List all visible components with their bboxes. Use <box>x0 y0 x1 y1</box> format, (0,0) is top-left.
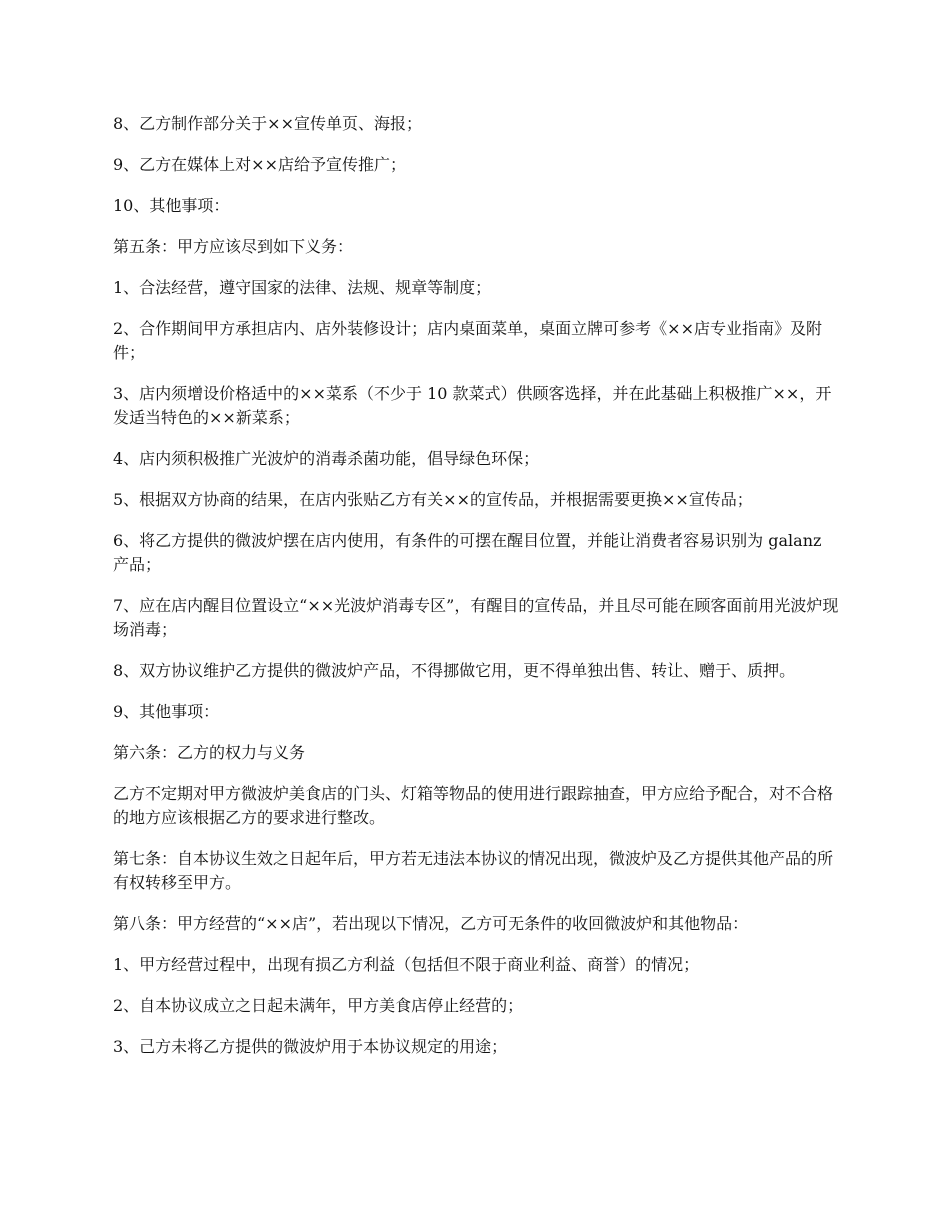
paragraph: 1、合法经营，遵守国家的法律、法规、规章等制度； <box>113 278 492 297</box>
paragraph: 2、自本协议成立之日起未满年，甲方美食店停止经营的； <box>113 996 524 1015</box>
paragraph: 3、己方未将乙方提供的微波炉用于本协议规定的用途； <box>113 1037 508 1056</box>
document-body <box>113 112 841 1076</box>
paragraph: 3、店内须增设价格适中的××菜系（不少于 10 款菜式）供顾客选择，并在此基础上积极推广××，开发适当特色的××新菜系； <box>113 384 832 427</box>
paragraph: 4、店内须积极推广光波炉的消毒杀菌功能，倡导绿色环保； <box>113 449 540 468</box>
paragraph: 6、将乙方提供的微波炉摆在店内使用，有条件的可摆在醒目位置，并能让消费者容易识别为 galanz 产品； <box>113 531 822 574</box>
section-heading: 第六条：乙方的权力与义务 <box>113 743 306 762</box>
paragraph: 乙方不定期对甲方微波炉美食店的门头、灯箱等物品的使用进行跟踪抽查，甲方应给予配合，对不合格的地方应该根据乙方的要求进行整改。 <box>113 784 834 827</box>
paragraph: 9、乙方在媒体上对××店给予宣传推广； <box>113 155 406 174</box>
paragraph: 7、应在店内醒目位置设立“××光波炉消毒专区”，有醒目的宣传品，并且尽可能在顾客面前用光波炉现场消毒； <box>113 596 839 639</box>
paragraph: 8、乙方制作部分关于××宣传单页、海报； <box>113 114 422 133</box>
paragraph: 9、其他事项： <box>113 702 220 721</box>
section-heading: 第五条：甲方应该尽到如下义务： <box>113 237 354 256</box>
paragraph: 1、甲方经营过程中，出现有损乙方利益（包括但不限于商业利益、商誉）的情况； <box>113 955 700 974</box>
paragraph: 10、其他事项： <box>113 196 230 215</box>
paragraph: 2、合作期间甲方承担店内、店外装修设计；店内桌面菜单，桌面立牌可参考《××店专业指南》及附件； <box>113 319 822 362</box>
section-heading: 第八条：甲方经营的“××店”，若出现以下情况，乙方可无条件的收回微波炉和其他物品： <box>113 914 749 933</box>
paragraph: 5、根据双方协商的结果，在店内张贴乙方有关××的宣传品，并根据需要更换××宣传品； <box>113 490 753 509</box>
section-heading: 第七条：自本协议生效之日起年后，甲方若无违法本协议的情况出现，微波炉及乙方提供其他产品的所有权转移至甲方。 <box>113 849 834 892</box>
paragraph: 8、双方协议维护乙方提供的微波炉产品，不得挪做它用，更不得单独出售、转让、赠于、质押。 <box>113 661 796 680</box>
